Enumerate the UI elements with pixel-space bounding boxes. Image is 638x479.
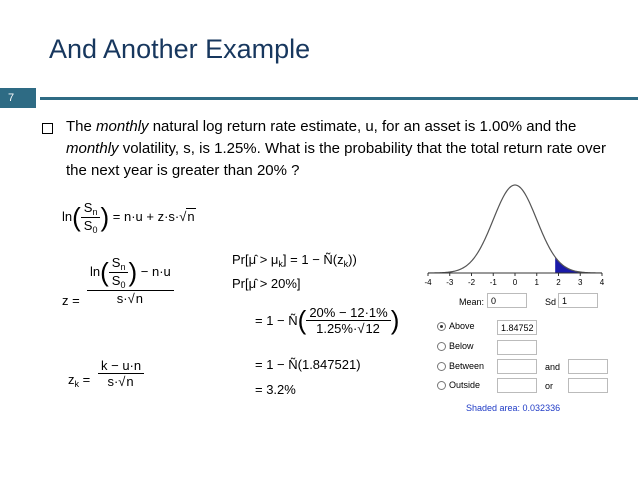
probability-rhs: 1 − Ñ(z (301, 252, 344, 267)
equation-probability: Pr[μ̂ > $\mu_k] = 1$ − $Ñ(z_k)$) (232, 252, 357, 269)
option-label: Outside (449, 380, 481, 390)
probability-equals: ] = (282, 252, 302, 267)
option-label: Below (449, 341, 474, 351)
bullet-text (66, 116, 626, 182)
and-label: and (545, 362, 561, 372)
x-tick-label: 1 (534, 278, 539, 287)
option-outside[interactable] (437, 380, 480, 390)
probability-lhs: Pr[μ̂ > μ (232, 252, 279, 267)
bullet-marker (42, 123, 53, 134)
above-input[interactable]: 1.84752 (497, 320, 537, 335)
x-tick-label: -3 (446, 278, 454, 287)
title-rule (40, 97, 638, 100)
between-from-input[interactable] (497, 359, 537, 374)
x-tick-label: -1 (489, 278, 497, 287)
step1-denominator: 1.25%· (316, 321, 358, 336)
equation-step-1: = 1 − Ñ( $\frac{20\% - 12\cdot 1\%}{1.25\%\cdot√12}$ ) (255, 305, 400, 336)
equation-step-3: = 3.2% (255, 382, 296, 397)
equation-step-2: = 1 − Ñ(1.847521) (255, 357, 361, 372)
shaded-area-text: Shaded area: 0.032336 (466, 403, 561, 413)
equation-log-return: ln( $\frac{S_n}{S_0}$ ) = n·u + z·s·√n (62, 200, 195, 235)
zk-denominator: s· (107, 374, 119, 389)
below-input[interactable] (497, 340, 537, 355)
outside-to-input[interactable] (568, 378, 608, 393)
density-curve (428, 185, 602, 273)
option-between[interactable] (437, 361, 484, 371)
radio-below[interactable] (437, 342, 446, 351)
x-tick-label: 3 (578, 278, 583, 287)
mean-label: Mean: (459, 297, 485, 307)
mean-input[interactable]: 0 (487, 293, 527, 308)
z-denominator: s· (116, 291, 128, 306)
step1-prefix: = 1 − Ñ (255, 313, 298, 328)
z-numerator-term: − n·u (140, 263, 171, 279)
sqrt-term: 12 (365, 321, 380, 336)
option-above[interactable] (437, 321, 475, 331)
radio-above[interactable] (437, 322, 446, 331)
option-label: Between (449, 361, 485, 371)
x-tick-label: 0 (512, 278, 518, 287)
bullet-emphasis: monthly (66, 140, 119, 157)
sd-input[interactable]: 1 (558, 293, 598, 308)
bullet-emphasis: monthly (96, 118, 149, 135)
option-below[interactable] (437, 341, 474, 351)
bullet-text-part: volatility, s, is 1.25%. What is the probability that the total return rate over the next year is greater than 20% ? (66, 140, 606, 179)
sqrt-term: n (126, 374, 134, 389)
option-label: Above (449, 321, 475, 331)
sqrt-term: n (187, 208, 195, 224)
equation-rhs: = n·u + z·s· (112, 208, 180, 224)
z-label: z = (62, 293, 80, 308)
bullet-text-part: The (66, 118, 97, 135)
zk-numerator: k − u·n (101, 358, 142, 373)
x-tick-label: 4 (599, 278, 605, 287)
outside-from-input[interactable] (497, 378, 537, 393)
sd-label: Sd (545, 297, 557, 307)
slide-number: 7 (7, 92, 15, 104)
normal-distribution-chart (420, 175, 610, 290)
x-tick-label: -2 (467, 278, 476, 287)
sqrt-term: n (135, 291, 143, 306)
x-tick-label: -4 (424, 278, 432, 287)
between-to-input[interactable] (568, 359, 608, 374)
radio-outside[interactable] (437, 381, 446, 390)
or-label: or (545, 381, 554, 391)
equation-probability-20: Pr[μ̂ > 20%] (232, 276, 301, 291)
bullet-text-part: natural log return rate estimate, u, for an asset is 1.00% and the (148, 118, 577, 135)
x-tick-label: 2 (556, 278, 561, 287)
radio-between[interactable] (437, 362, 446, 371)
step1-numerator: 20% − 12·1% (309, 305, 388, 320)
slide-title: And Another Example (49, 34, 311, 64)
probability-close: ) (348, 252, 353, 267)
